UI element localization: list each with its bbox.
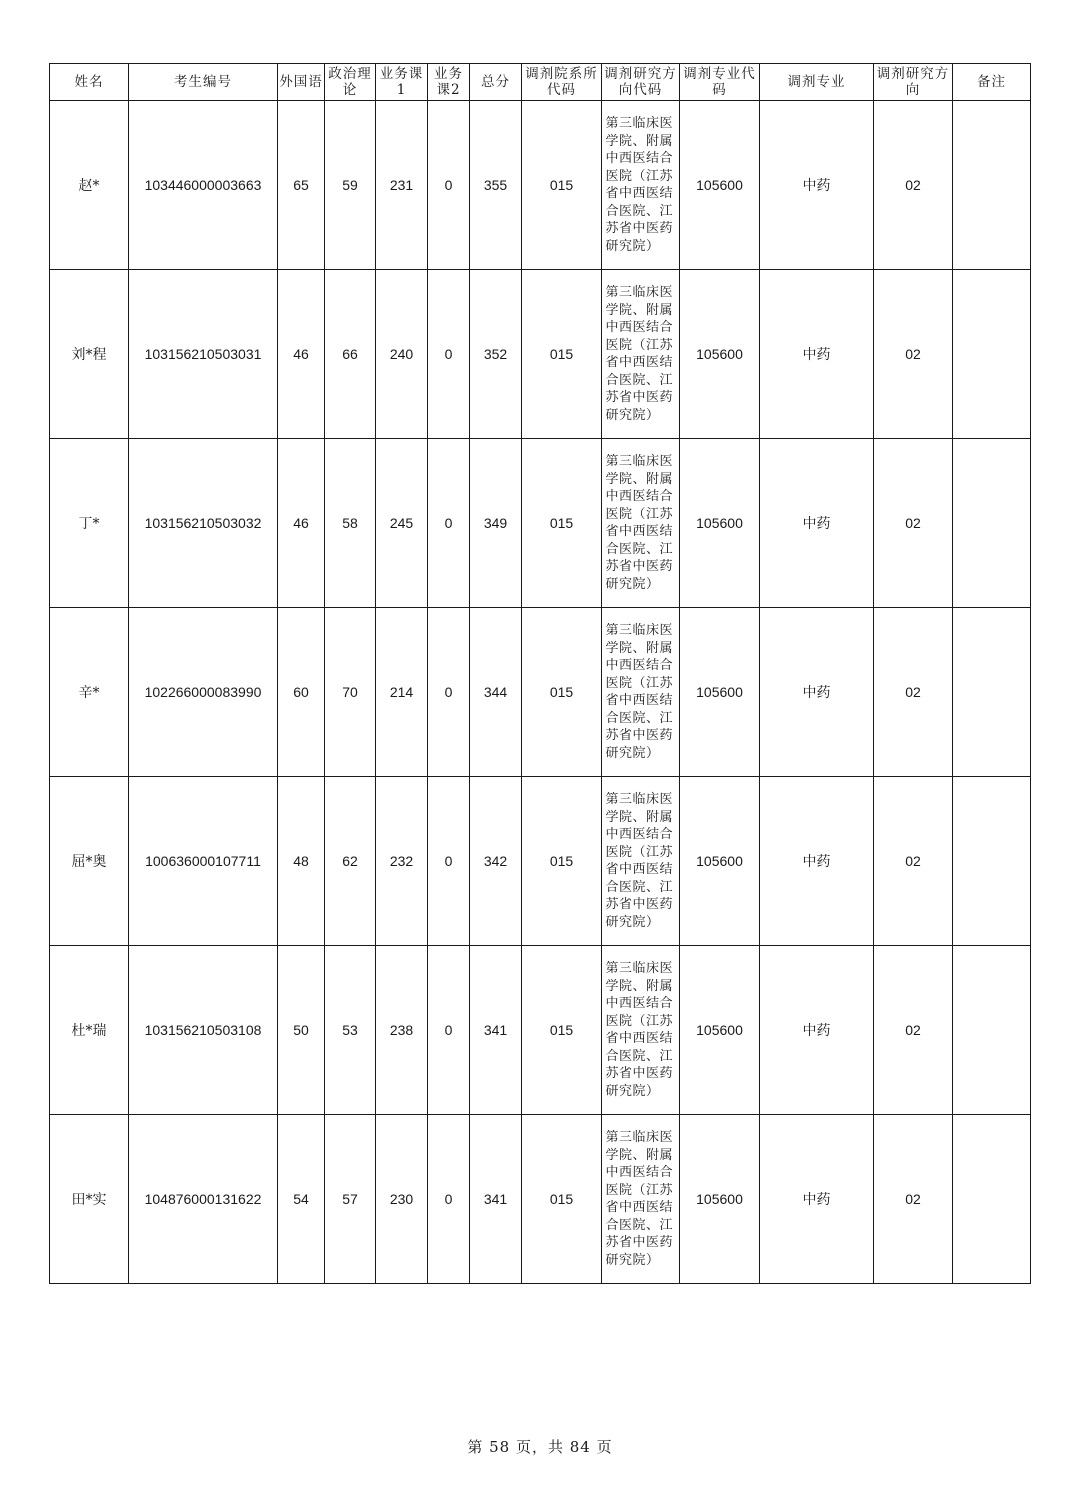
cell-course-1: 230 [376,1115,428,1284]
direction-code-text: 第三临床医学院、附属中西医结合医院（江苏省中西医结合医院、江苏省中医药研究院） [605,1130,674,1268]
cell-name: 屈*奥 [50,777,129,946]
cell-total: 355 [470,101,522,270]
cell-dept-code: 015 [522,946,602,1115]
cell-direction-code [602,777,680,946]
table-row [50,439,1031,608]
header-major: 调剂专业 [760,64,874,101]
cell-major-code: 105600 [680,1115,760,1284]
cell-politics: 57 [325,1115,376,1284]
cell-dept-code: 015 [522,439,602,608]
header-direction-code: 调剂研究方向代码 [602,64,680,101]
cell-major: 中药 [760,270,874,439]
cell-remark [953,946,1031,1115]
cell-dept-code: 015 [522,777,602,946]
cell-remark [953,608,1031,777]
header-politics: 政治理论 [325,64,376,101]
cell-politics: 58 [325,439,376,608]
cell-politics: 66 [325,270,376,439]
cell-direction: 02 [874,608,953,777]
cell-dept-code: 015 [522,101,602,270]
cell-major: 中药 [760,946,874,1115]
table-row [50,270,1031,439]
page-footer [0,1436,1080,1457]
cell-candidate-id: 103446000003663 [129,101,278,270]
header-candidate-id: 考生编号 [129,64,278,101]
cell-candidate-id: 100636000107711 [129,777,278,946]
table-row [50,101,1031,270]
direction-code-text: 第三临床医学院、附属中西医结合医院（江苏省中西医结合医院、江苏省中医药研究院） [605,454,674,592]
header-name: 姓名 [50,64,129,101]
cell-remark [953,101,1031,270]
cell-course-1: 238 [376,946,428,1115]
cell-name: 刘*程 [50,270,129,439]
cell-major: 中药 [760,777,874,946]
header-remark: 备注 [953,64,1031,101]
cell-dept-code: 015 [522,270,602,439]
cell-total: 344 [470,608,522,777]
cell-candidate-id: 104876000131622 [129,1115,278,1284]
cell-direction: 02 [874,777,953,946]
header-course-1: 业务课1 [376,64,428,101]
cell-course-1: 231 [376,101,428,270]
table-row [50,1115,1031,1284]
cell-course-2: 0 [428,1115,470,1284]
cell-candidate-id: 103156210503108 [129,946,278,1115]
cell-direction-code [602,1115,680,1284]
cell-course-2: 0 [428,270,470,439]
cell-foreign-language: 54 [278,1115,325,1284]
cell-direction: 02 [874,270,953,439]
header-direction: 调剂研究方向 [874,64,953,101]
cell-major-code: 105600 [680,270,760,439]
cell-direction-code [602,608,680,777]
cell-remark [953,439,1031,608]
cell-direction: 02 [874,101,953,270]
table-row [50,777,1031,946]
cell-candidate-id: 103156210503031 [129,270,278,439]
cell-major-code: 105600 [680,101,760,270]
cell-direction-code [602,101,680,270]
direction-code-text: 第三临床医学院、附属中西医结合医院（江苏省中西医结合医院、江苏省中医药研究院） [605,285,674,423]
admission-table [49,63,1031,1284]
cell-dept-code: 015 [522,1115,602,1284]
table-row [50,946,1031,1115]
cell-remark [953,270,1031,439]
header-total: 总分 [470,64,522,101]
cell-major-code: 105600 [680,946,760,1115]
cell-foreign-language: 65 [278,101,325,270]
cell-direction: 02 [874,439,953,608]
cell-foreign-language: 50 [278,946,325,1115]
cell-remark [953,1115,1031,1284]
cell-major-code: 105600 [680,439,760,608]
cell-name: 田*实 [50,1115,129,1284]
cell-candidate-id: 102266000083990 [129,608,278,777]
cell-total: 341 [470,946,522,1115]
table-row [50,608,1031,777]
cell-major: 中药 [760,608,874,777]
header-row [50,64,1031,101]
cell-major: 中药 [760,1115,874,1284]
cell-course-2: 0 [428,946,470,1115]
cell-foreign-language: 46 [278,270,325,439]
cell-total: 349 [470,439,522,608]
cell-course-2: 0 [428,101,470,270]
header-dept-code: 调剂院系所代码 [522,64,602,101]
cell-name: 丁* [50,439,129,608]
cell-foreign-language: 60 [278,608,325,777]
cell-foreign-language: 46 [278,439,325,608]
direction-code-text: 第三临床医学院、附属中西医结合医院（江苏省中西医结合医院、江苏省中医药研究院） [605,116,674,254]
page-number-text: 第 58 页，共 84 页 [467,1438,613,1456]
cell-direction: 02 [874,1115,953,1284]
direction-code-text: 第三临床医学院、附属中西医结合医院（江苏省中西医结合医院、江苏省中医药研究院） [605,623,674,761]
cell-course-2: 0 [428,608,470,777]
cell-major: 中药 [760,439,874,608]
cell-direction-code [602,270,680,439]
header-foreign-language: 外国语 [278,64,325,101]
cell-total: 341 [470,1115,522,1284]
cell-foreign-language: 48 [278,777,325,946]
cell-major-code: 105600 [680,608,760,777]
cell-total: 352 [470,270,522,439]
cell-major: 中药 [760,101,874,270]
cell-course-1: 245 [376,439,428,608]
header-course-2: 业务课2 [428,64,470,101]
cell-politics: 70 [325,608,376,777]
direction-code-text: 第三临床医学院、附属中西医结合医院（江苏省中西医结合医院、江苏省中医药研究院） [605,792,674,930]
header-major-code: 调剂专业代码 [680,64,760,101]
cell-total: 342 [470,777,522,946]
cell-direction-code [602,439,680,608]
cell-course-2: 0 [428,777,470,946]
cell-direction: 02 [874,946,953,1115]
direction-code-text: 第三临床医学院、附属中西医结合医院（江苏省中西医结合医院、江苏省中医药研究院） [605,961,674,1099]
cell-name: 辛* [50,608,129,777]
cell-name: 杜*瑞 [50,946,129,1115]
cell-direction-code [602,946,680,1115]
cell-politics: 62 [325,777,376,946]
cell-candidate-id: 103156210503032 [129,439,278,608]
cell-remark [953,777,1031,946]
cell-course-2: 0 [428,439,470,608]
cell-course-1: 214 [376,608,428,777]
cell-dept-code: 015 [522,608,602,777]
cell-politics: 59 [325,101,376,270]
cell-major-code: 105600 [680,777,760,946]
cell-course-1: 240 [376,270,428,439]
cell-name: 赵* [50,101,129,270]
cell-politics: 53 [325,946,376,1115]
cell-course-1: 232 [376,777,428,946]
